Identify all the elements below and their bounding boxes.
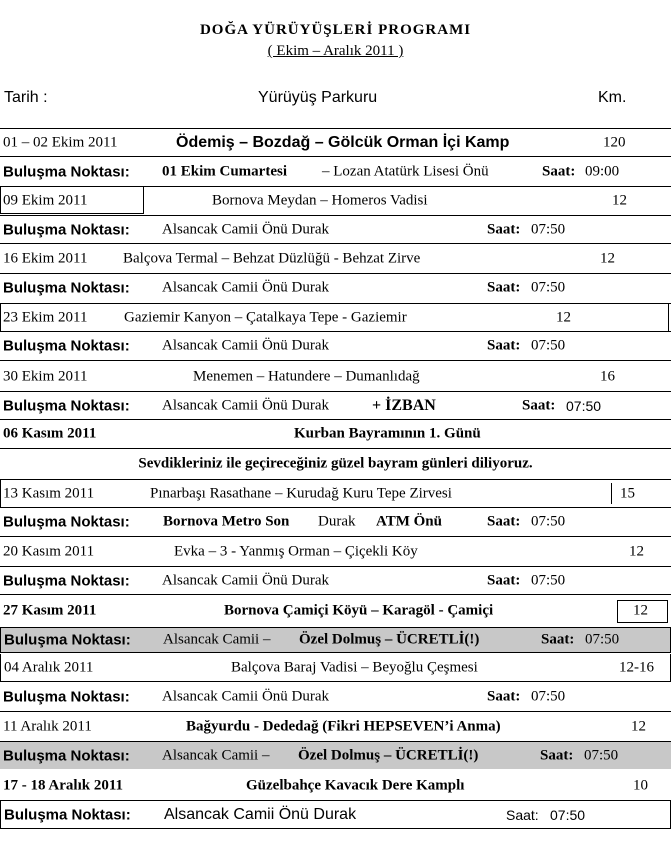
- row-date: 16 Ekim 2011: [3, 250, 88, 266]
- row-note: Kurban Bayramının 1. Günü: [294, 425, 481, 442]
- meeting-label: Buluşma Noktası:: [3, 747, 130, 764]
- meeting-label: Buluşma Noktası:: [3, 513, 130, 531]
- table-row: [0, 157, 671, 186]
- table-row: [0, 420, 671, 449]
- meeting-label: Buluşma Noktası:: [3, 397, 130, 414]
- row-route: Bağyurdu - Dededağ (Fikri HEPSEVEN’i Anma): [186, 718, 501, 734]
- table-row: [0, 362, 671, 391]
- time-label: Saat:: [540, 747, 574, 763]
- time-label: Saat:: [487, 688, 521, 705]
- table-row: [0, 712, 671, 741]
- row-km: 15: [620, 485, 635, 501]
- table-row: [0, 627, 671, 653]
- meeting-point-bold: Bornova Metro Son: [163, 513, 290, 530]
- table-row: [0, 654, 671, 682]
- meeting-time: 07:50: [531, 513, 566, 530]
- meeting-point: Durak: [318, 513, 356, 530]
- row-route: Bornova Meydan – Homeros Vadisi: [212, 192, 428, 209]
- meeting-extra: + İZBAN: [372, 396, 436, 414]
- row-date: 11 Aralık 2011: [3, 718, 92, 734]
- row-date: 13 Kasım 2011: [3, 485, 95, 501]
- row-left-border: [0, 303, 1, 332]
- meeting-label: Buluşma Noktası:: [3, 688, 130, 706]
- meeting-label: Buluşma Noktası:: [3, 337, 130, 355]
- row-route: Balçova Termal – Behzat Düzlüğü - Behzat Zirve: [123, 250, 421, 266]
- meeting-time: 07:50: [584, 747, 619, 763]
- meeting-point: Alsancak Camii –: [162, 747, 270, 763]
- table-row: [0, 479, 671, 508]
- meeting-time: 07:50: [566, 397, 602, 414]
- row-km: 12: [629, 543, 644, 559]
- table-row: [0, 273, 671, 302]
- meeting-time: 07:50: [531, 221, 566, 237]
- time-label: Saat:: [541, 631, 575, 648]
- time-label: Saat:: [487, 513, 521, 530]
- row-km: 12-16: [619, 659, 654, 675]
- time-label: Saat:: [522, 397, 556, 413]
- table-row: [0, 771, 671, 800]
- row-date: 27 Kasım 2011: [3, 602, 97, 618]
- row-km: 12: [633, 602, 648, 618]
- row-date: 01 – 02 Ekim 2011: [3, 134, 118, 150]
- meeting-day: 01 Ekim Cumartesi: [162, 163, 287, 179]
- meeting-point: Alsancak Camii Önü Durak: [162, 688, 330, 705]
- row-date: 09 Ekim 2011: [3, 192, 88, 209]
- table-row: [0, 215, 671, 244]
- column-header-date: Tarih :: [4, 89, 48, 106]
- table-row: [0, 683, 671, 712]
- meeting-point: Alsancak Camii Önü Durak: [162, 572, 330, 588]
- time-label: Saat:: [542, 163, 576, 179]
- meeting-label: Buluşma Noktası:: [3, 572, 130, 589]
- meeting-point: Alsancak Camii –: [163, 631, 271, 648]
- row-km: 120: [603, 134, 626, 150]
- row-route: Evka – 3 - Yanmış Orman – Çiçekli Köy: [174, 543, 418, 559]
- row-km: 16: [600, 368, 615, 384]
- row-route: Menemen – Hatundere – Dumanlıdağ: [193, 368, 420, 384]
- meeting-time: 09:00: [585, 163, 620, 179]
- meeting-label: Buluşma Noktası:: [4, 631, 131, 649]
- page-title: DOĞA YÜRÜYÜŞLERİ PROGRAMI: [199, 22, 472, 38]
- table-row: [0, 596, 671, 625]
- meeting-label: Buluşma Noktası:: [3, 221, 130, 238]
- meeting-time: 07:50: [585, 631, 620, 648]
- meeting-point: Alsancak Camii Önü Durak: [162, 279, 330, 296]
- meeting-label: Buluşma Noktası:: [3, 279, 130, 297]
- row-date: 06 Kasım 2011: [3, 425, 97, 442]
- page-subtitle: ( Ekim – Aralık 2011 ): [267, 43, 404, 59]
- row-date: 30 Ekim 2011: [3, 368, 88, 384]
- row-date: 23 Ekim 2011: [3, 309, 88, 325]
- row-date: 20 Kasım 2011: [3, 543, 95, 559]
- time-label: Saat:: [487, 279, 521, 296]
- meeting-time: 07:50: [531, 688, 566, 705]
- meeting-point: Alsancak Camii Önü Durak: [162, 221, 330, 237]
- row-km: 12: [631, 718, 646, 734]
- table-row: [0, 303, 671, 332]
- meeting-point: – Lozan Atatürk Lisesi Önü: [322, 163, 489, 179]
- row-route: Güzelbahçe Kavacık Dere Kamplı: [246, 777, 465, 793]
- meeting-point: Alsancak Camii Önü Durak: [164, 805, 357, 823]
- row-route: Bornova Çamiçi Köyü – Karagöl - Çamiçi: [224, 602, 494, 618]
- table-row: [0, 566, 671, 595]
- row-route: Ödemiş – Bozdağ – Gölcük Orman İçi Kamp: [176, 133, 510, 151]
- meeting-point: Alsancak Camii Önü Durak: [162, 397, 330, 413]
- row-km: 12: [612, 192, 627, 209]
- km-divider: [611, 483, 612, 504]
- row-left-border: [0, 479, 1, 508]
- row-km: 10: [633, 777, 648, 793]
- date-cell-border: [0, 186, 144, 214]
- table-row: [0, 508, 671, 537]
- time-label: Saat:: [487, 221, 521, 237]
- meeting-time: 07:50: [550, 806, 586, 823]
- row-km: 12: [556, 309, 571, 325]
- meeting-time: 07:50: [531, 572, 566, 588]
- time-label: Saat:: [487, 337, 521, 354]
- meeting-point-bold: Özel Dolmuş – ÜCRETLİ(!): [298, 747, 479, 763]
- table-row: [0, 537, 671, 566]
- column-header-km: Km.: [598, 89, 627, 106]
- row-km: 12: [600, 250, 615, 266]
- row-date: 17 - 18 Aralık 2011: [3, 777, 124, 793]
- row-right-border: [668, 303, 669, 332]
- row-date: 04 Aralık 2011: [4, 659, 94, 675]
- row-route: Balçova Baraj Vadisi – Beyoğlu Çeşmesi: [231, 659, 478, 675]
- holiday-note: Sevdikleriniz ile geçireceğiniz güzel bayram günleri diliyoruz.: [138, 455, 533, 471]
- time-label: Saat:: [487, 572, 521, 588]
- table-row: [0, 128, 671, 157]
- row-divider: [0, 741, 671, 742]
- table-row: [0, 449, 671, 478]
- time-label: Saat:: [506, 806, 539, 823]
- row-route: Pınarbaşı Rasathane – Kurudağ Kuru Tepe Zirvesi: [150, 485, 452, 501]
- table-row: [0, 244, 671, 273]
- table-row: [0, 332, 671, 361]
- meeting-time: 07:50: [531, 279, 566, 296]
- meeting-label: Buluşma Noktası:: [3, 163, 130, 180]
- row-route: Gaziemir Kanyon – Çatalkaya Tepe - Gaziemir: [124, 309, 407, 325]
- meeting-time: 07:50: [531, 337, 566, 354]
- meeting-label: Buluşma Noktası:: [4, 806, 131, 823]
- table-row: [0, 800, 671, 829]
- column-header-route: Yürüyüş Parkuru: [258, 89, 378, 106]
- table-row: [0, 742, 671, 769]
- meeting-point-bold: Özel Dolmuş – ÜCRETLİ(!): [299, 631, 480, 648]
- meeting-point: Alsancak Camii Önü Durak: [162, 337, 330, 354]
- meeting-point-bold-2: ATM Önü: [376, 513, 442, 530]
- table-row: [0, 391, 671, 420]
- km-cell-border: [617, 600, 668, 623]
